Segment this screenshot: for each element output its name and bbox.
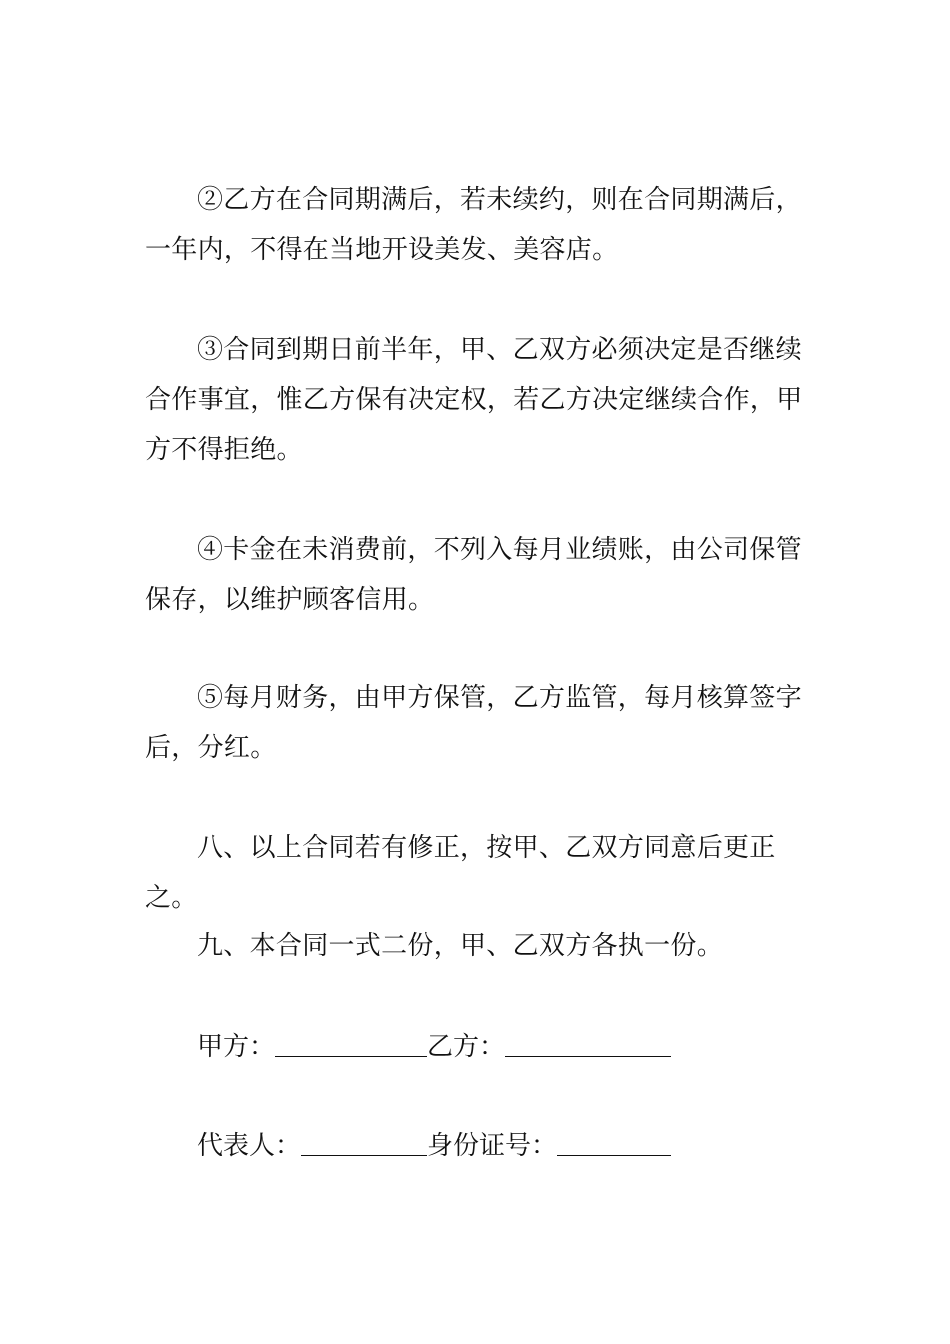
party-a-label: 甲方： xyxy=(197,1032,276,1062)
clause-5-paragraph: ⑤每月财务，由甲方保管，乙方监管，每月核算签字后，分红。 xyxy=(145,683,802,763)
clause-3-paragraph: ③合同到期日前半年，甲、乙双方必须决定是否继续合作事宜，惟乙方保有决定权，若乙方决定继续合作，甲方不得拒绝。 xyxy=(145,335,803,465)
party-b-label: 乙方： xyxy=(427,1032,506,1062)
representative-blank xyxy=(301,1127,427,1156)
representative-label: 代表人： xyxy=(197,1131,302,1161)
id-number-blank xyxy=(557,1127,671,1156)
party-a-blank xyxy=(275,1028,427,1057)
party-b-blank xyxy=(505,1028,671,1057)
representative-signature-line xyxy=(197,1121,671,1171)
party-signature-line xyxy=(197,1022,671,1072)
clause-4-paragraph: ④卡金在未消费前，不列入每月业绩账，由公司保管保存，以维护顾客信用。 xyxy=(145,535,802,615)
id-number-label: 身份证号： xyxy=(427,1131,558,1161)
article-9-paragraph: 九、本合同一式二份，甲、乙双方各执一份。 xyxy=(197,931,724,961)
article-8-paragraph: 八、以上合同若有修正，按甲、乙双方同意后更正之。 xyxy=(145,833,776,913)
clause-2-paragraph: ②乙方在合同期满后，若未续约，则在合同期满后，一年内，不得在当地开设美发、美容店。 xyxy=(145,185,802,265)
